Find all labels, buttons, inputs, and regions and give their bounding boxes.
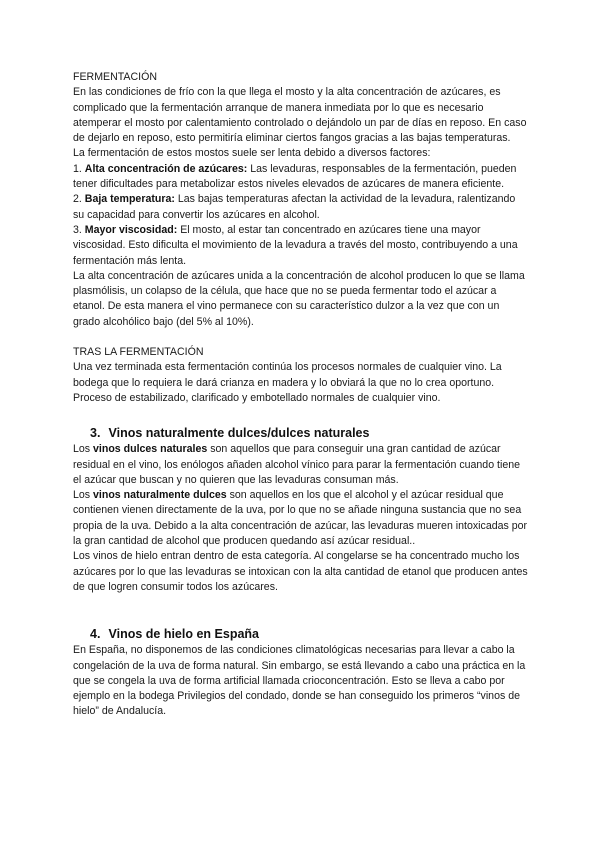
factor-title: Alta concentración de azúcares: xyxy=(84,162,248,175)
text-span: son aquellos que para conseguir una gran cantidad de azúcar residual en el vino, los enólogos añaden alcohol vínico para parar la fermentación cuando tiene el azúcar que buscan y no quieren que las levaduras consuman más. xyxy=(73,443,520,486)
conclusion-end: %). xyxy=(237,315,254,328)
factor-text: El mosto, al estar tan concentrado en azúcares tiene una mayor viscosidad. Esto dificulta el movimiento de la levadura a través del mosto, contribuyendo a una fermentación más lenta. xyxy=(73,223,518,267)
fermentacion-intro: En las condiciones de frío con la que llega el mosto y la alta concentración de azúcares, es complicado que la fermentación arranque de manera inmediata por lo que es necesario atemperar el mosto por calentamiento controlado o dejándolo un par de días en reposo. En caso de dejarlo en reposo, esto permitiría eliminar ciertos fangos gracias a las bajas temperaturas. xyxy=(73,86,527,145)
section-3-paragraph-2 xyxy=(73,488,528,549)
text-span: son aquellos en los que el alcohol y el azúcar residual que contienen vienen directamente de la uva, por lo que no se añade ninguna sustancia que no sea propia de la uva. Debido a la alta concentración de azúcar, las levaduras mueren intoxicadas por la gran cantidad de alcohol que producen quedando así azúcar residual.. xyxy=(73,489,528,548)
bold-term: vinos dulces naturales xyxy=(93,443,208,456)
section-4-number: 4. xyxy=(90,627,101,642)
factor-item xyxy=(73,162,528,193)
factor-number: 3. xyxy=(73,223,82,236)
section-3-paragraph-3: Los vinos de hielo entran dentro de esta categoría. Al congelarse se ha concentrado mucho los azúcares por lo que las levaduras se intoxican con la alta cantidad de etanol que producen antes de que logren consumir todos los azúcares. xyxy=(73,550,528,593)
section-3-title: Vinos naturalmente dulces/dulces naturales xyxy=(108,426,370,441)
factor-title: Baja temperatura: xyxy=(84,193,175,206)
conclusion-text: La alta concentración de azúcares unida a la concentración de alcohol producen lo que se llama plasmólisis, un colapso de la célula, que hace que no se pueda fermentar todo el azúcar a etanol. De esta manera el vino permanece con su característico dulzor a la vez que con un grado alcohólico bajo (del 5% al 10 xyxy=(73,269,525,328)
factor-item xyxy=(73,192,528,223)
factor-text: Las bajas temperaturas afectan la actividad de la levadura, ralentizando su capacidad para convertir los azúcares en alcohol. xyxy=(73,193,516,221)
factors-intro: La fermentación de estos mostos suele ser lenta debido a diversos factores: xyxy=(73,147,431,160)
section-4-title: Vinos de hielo en España xyxy=(108,627,259,642)
factor-title: Mayor viscosidad: xyxy=(84,223,178,236)
section-4-paragraph: En España, no disponemos de las condiciones climatológicas necesarias para llevar a cabo la congelación de la uva de forma natural. Sin embargo, se está llevando a cabo una práctica en la que se congela la uva de forma artificial llamada crioconcentración. Esto se lleva a cabo por ejemplo en la bodega Privilegios del condado, donde se han conseguido los primeros “vinos de hielo” de Andalucía. xyxy=(73,644,526,718)
text-span: Los xyxy=(73,489,94,502)
bold-term: vinos naturalmente dulces xyxy=(93,489,227,502)
section-3-number: 3. xyxy=(90,426,101,441)
section-3-paragraph-1 xyxy=(73,442,528,488)
factor-item xyxy=(73,223,528,269)
factor-text: Las levaduras, responsables de la fermentación, pueden tener dificultades para metabolizar estos niveles elevados de azúcares de manera eficiente. xyxy=(73,162,517,191)
spacer xyxy=(73,595,528,626)
fermentacion-conclusion xyxy=(73,269,528,330)
spacer xyxy=(73,330,528,345)
factor-number: 1. xyxy=(73,162,82,175)
section-4-heading xyxy=(73,626,528,642)
spacer xyxy=(73,406,528,425)
section-3-heading xyxy=(73,425,528,441)
text-span: Los xyxy=(73,443,94,456)
tras-text: Una vez terminada esta fermentación continúa los procesos normales de cualquier vino. La bodega que lo requiera le dará crianza en madera y lo obviará la que no lo crea oportuno. Proceso de estabilizado, clarificado y embotellado normales de cualquier vino. xyxy=(73,361,502,404)
fermentacion-heading: FERMENTACIÓN xyxy=(73,71,157,83)
factor-number: 2. xyxy=(73,193,82,206)
tras-heading: TRAS LA FERMENTACIÓN xyxy=(73,346,204,359)
